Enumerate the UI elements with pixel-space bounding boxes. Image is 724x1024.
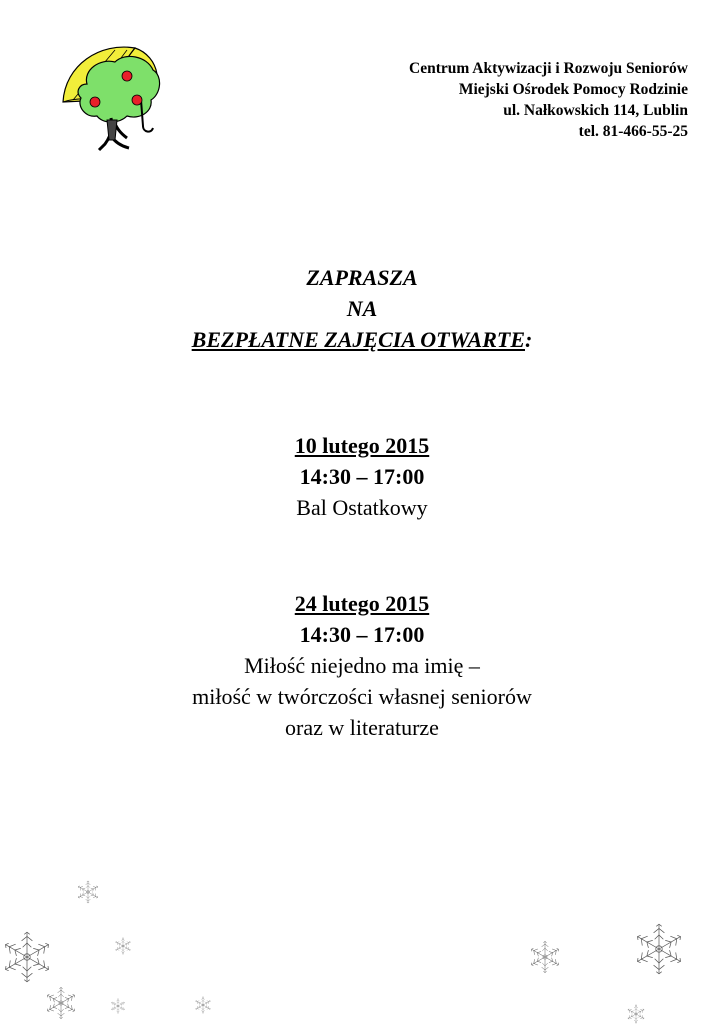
event-date: 24 lutego 2015 bbox=[294, 591, 430, 616]
event-time: 14:30 – 17:00 bbox=[299, 622, 425, 647]
snowflake-icon bbox=[528, 940, 562, 974]
invitation-title: BEZPŁATNE ZAJĘCIA OTWARTE bbox=[191, 327, 525, 352]
snowflake-icon bbox=[632, 922, 686, 976]
snowflake-icon bbox=[626, 1004, 646, 1024]
snowflake-icon bbox=[194, 996, 212, 1014]
invitation-line-1: ZAPRASZA bbox=[306, 265, 418, 290]
organization-department: Miejski Ośrodek Pomocy Rodzinie bbox=[458, 81, 688, 98]
organization-header bbox=[409, 58, 688, 142]
organization-address: ul. Nałkowskich 114, Lublin bbox=[503, 102, 688, 119]
snowflake-icon bbox=[0, 930, 54, 984]
snowflake-icon bbox=[114, 937, 132, 955]
tree-umbrella-logo-icon bbox=[55, 40, 165, 155]
snowflake-icon bbox=[76, 880, 100, 904]
event-description: Bal Ostatkowy bbox=[296, 495, 428, 520]
invitation-line-3 bbox=[0, 324, 724, 355]
event-description: miłość w twórczości własnej seniorów bbox=[192, 684, 532, 709]
event-date: 10 lutego 2015 bbox=[294, 433, 430, 458]
invitation-colon: : bbox=[525, 327, 533, 352]
event-description: Miłość niejedno ma imię – bbox=[244, 653, 480, 678]
organization-phone: tel. 81-466-55-25 bbox=[578, 123, 688, 140]
organization-name: Centrum Aktywizacji i Rozwoju Seniorów bbox=[409, 60, 688, 77]
invitation-line-2: NA bbox=[346, 296, 378, 321]
snowflake-icon bbox=[44, 986, 78, 1020]
event-block-1 bbox=[0, 430, 724, 523]
event-block-2 bbox=[0, 588, 724, 743]
event-description: oraz w literaturze bbox=[285, 715, 439, 740]
invitation-heading bbox=[0, 262, 724, 355]
snowflake-icon bbox=[110, 998, 126, 1014]
event-time: 14:30 – 17:00 bbox=[299, 464, 425, 489]
